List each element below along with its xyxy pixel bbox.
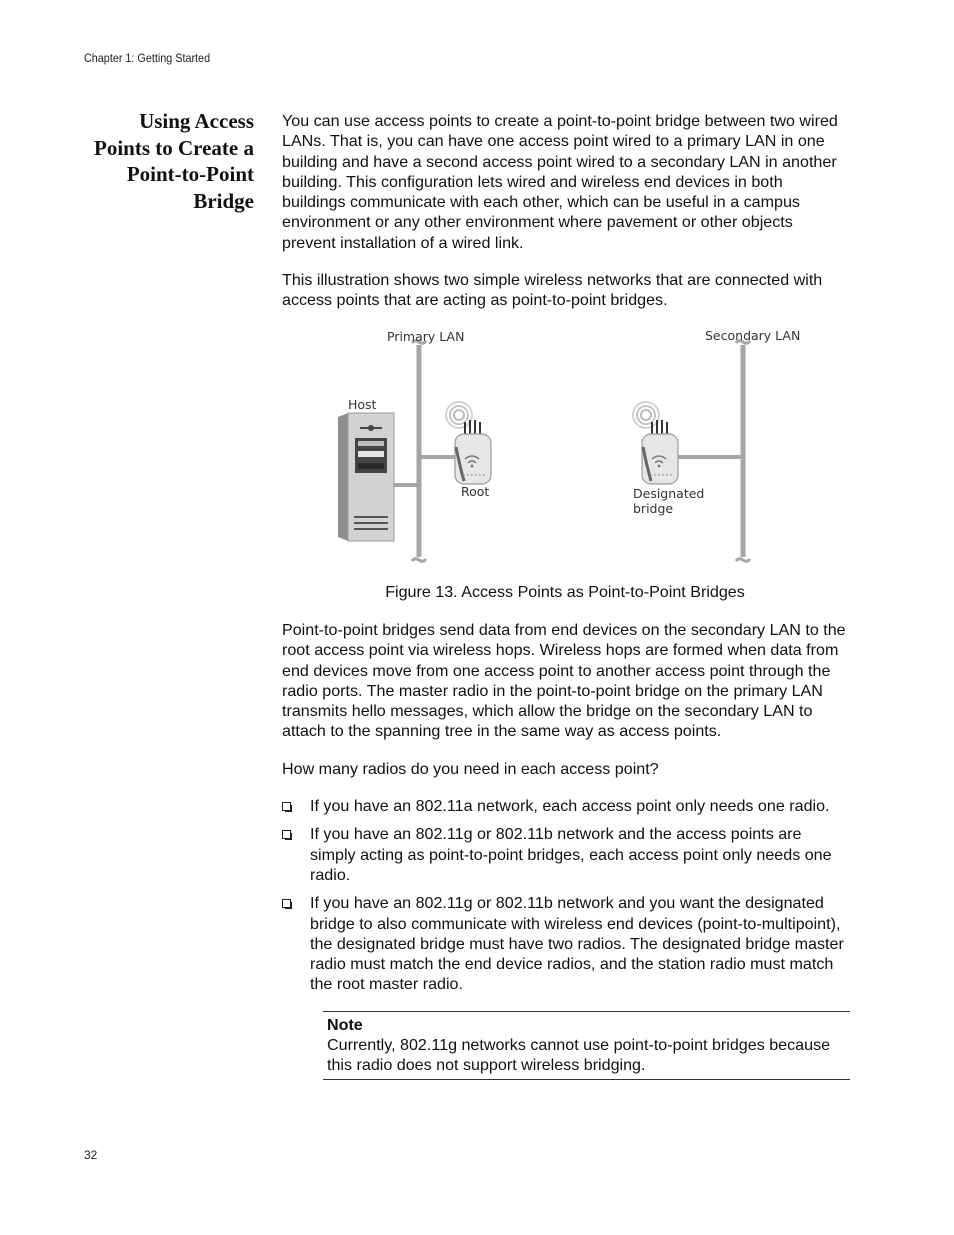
list-item-text: If you have an 802.11g or 802.11b network and the access points are simply acting as point-to-point bridges, each access point only needs one radio. <box>310 825 832 884</box>
list-item-text: If you have an 802.11g or 802.11b network and you want the designated bridge to also communicate with wireless end devices (point-to-multipoint), the designated bridge must have two radios. The designated bridge master radio must match the end device radios, and the station radio must match the root master radio. <box>310 894 844 994</box>
section-title-line: Point-to-Point <box>126 162 254 186</box>
intro-paragraph: You can use access points to create a point-to-point bridge between two wired LANs. That is, you can have one access point wired to a primary LAN in one building and have a second access point wired to a secondary LAN in another building. This configuration lets wired and wireless end devices in both buildings communicate with each other, which can be useful in a campus environment or any other environment where pavement or other objects prevent installation of a wired link. <box>282 112 838 252</box>
list-item <box>282 796 848 816</box>
list-item <box>282 824 848 885</box>
figure-caption: Figure 13. Access Points as Point-to-Point Bridges <box>385 582 745 601</box>
list-item-text: If you have an 802.11a network, each access point only needs one radio. <box>310 797 830 816</box>
root-access-point-icon <box>446 402 491 484</box>
checkbox-bullet-icon <box>282 802 291 811</box>
checkbox-bullet-icon <box>282 899 291 908</box>
primary-lan-label: Primary LAN <box>387 328 465 344</box>
host-computer-icon <box>338 413 394 541</box>
section-title-line: Points to Create a <box>94 135 254 160</box>
designated-access-point-icon <box>633 402 678 484</box>
list-item <box>282 893 848 994</box>
page-number: 32 <box>84 1148 98 1162</box>
secondary-lan-line <box>736 340 750 561</box>
section-title-line: Using Access <box>139 109 254 133</box>
root-label: Root <box>461 483 490 499</box>
note-title: Note <box>327 1015 363 1034</box>
illustration-paragraph: This illustration shows two simple wireless networks that are connected with access points that are acting as point-to-point bridges. <box>282 271 823 310</box>
body-text <box>282 111 848 1080</box>
bridge-diagram <box>282 317 848 565</box>
designated-label: Designated <box>633 485 705 501</box>
secondary-lan-label: Secondary LAN <box>705 327 801 343</box>
note-box <box>323 1011 850 1080</box>
checkbox-bullet-icon <box>282 830 291 839</box>
designated-label-bridge: bridge <box>633 500 674 516</box>
radio-bullet-list <box>282 796 848 995</box>
host-label: Host <box>348 396 377 412</box>
section-title <box>60 108 254 214</box>
bridge-figure <box>282 317 848 602</box>
question-paragraph: How many radios do you need in each access point? <box>282 759 659 778</box>
note-text: Currently, 802.11g networks cannot use point-to-point bridges because this radio does not support wireless bridging. <box>327 1036 831 1075</box>
running-header: Chapter 1: Getting Started <box>84 51 211 65</box>
primary-lan-line <box>412 340 426 561</box>
section-title-line: Bridge <box>193 188 254 213</box>
bridges-paragraph: Point-to-point bridges send data from end devices on the secondary LAN to the root access point via wireless hops. Wireless hops are formed when data from end devices move from one access point to another access point through the radio ports. The master radio in the point-to-point bridge on the primary LAN transmits hello messages, which allow the bridge on the secondary LAN to attach to the spanning tree in the same way as access points. <box>282 620 846 741</box>
